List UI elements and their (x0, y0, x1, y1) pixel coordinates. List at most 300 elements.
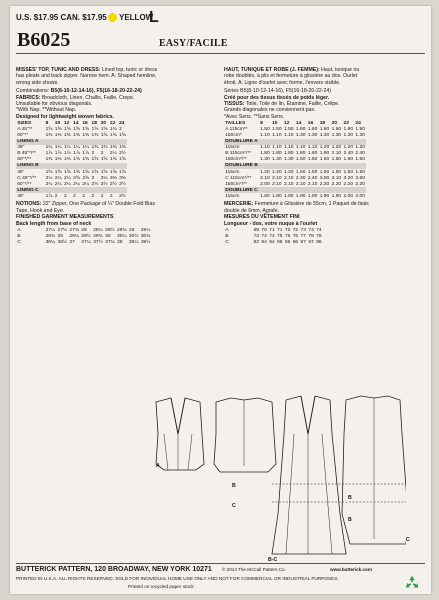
cell-value: 73 (253, 233, 260, 239)
cell-value: 1.20 (355, 145, 365, 151)
cell-value: 1⅜ (73, 132, 80, 138)
table-row (224, 193, 366, 199)
fr-mesures-label: MESURES DU VÊTEMENT FINI (224, 214, 300, 221)
cell-value: 1⅝ (100, 157, 108, 163)
cell-value: 1.30 (260, 157, 270, 163)
cell-value: 3.00 (319, 175, 330, 181)
size-header: 10 (272, 120, 278, 126)
cell-value: 1.50 (272, 126, 282, 132)
cell-value: 1⅜ (45, 157, 53, 163)
fr-tissus-label: TISSUS: (224, 101, 245, 108)
illus-label-c2: C (406, 537, 410, 543)
cell-value: 1.10 (260, 132, 270, 138)
cell-value: 1⅝ (119, 157, 126, 163)
cell-value: 1⅜ (119, 145, 126, 151)
en-fabrics: Broadcloth, Linen, Challis, Faille, Crepe. (41, 94, 135, 101)
size-header: 8 (45, 120, 49, 126)
footer-divider (16, 563, 425, 564)
cell-value: 96 (292, 239, 299, 245)
cell-value: 71 (277, 227, 283, 233)
cell-value: 71 (269, 227, 275, 233)
cell-value: 1.80 (260, 151, 270, 157)
cell-value: 1⅝ (45, 126, 53, 132)
price: U.S. $17.95 CAN. $17.95 (16, 13, 107, 22)
row-label: B 45"*/** (17, 151, 37, 157)
row-label: DOUBLURE B (225, 163, 258, 169)
cell-value: 1⅜ (109, 145, 117, 151)
cell-value: 1.20 (343, 145, 354, 151)
cell-value: 98 (316, 239, 322, 245)
cell-value: 74 (316, 227, 322, 233)
cell-value: 2½ (119, 151, 126, 157)
cell-value: 2.10 (260, 175, 270, 181)
fr-desc-3: étroit. A: Ligne d'ourlet avec forme, l'envers visible. (224, 79, 341, 86)
pattern-number: B6025 (17, 29, 71, 51)
cell-value: 2 (91, 151, 95, 157)
cell-value: 1⅝ (82, 169, 90, 175)
size-header: 16 (307, 120, 314, 126)
cell-value: 1⅝ (63, 169, 71, 175)
cell-value: 1.80 (272, 193, 282, 199)
cell-value: 1.50 (307, 157, 318, 163)
table-row (224, 151, 366, 157)
cell-value: 1.80 (343, 126, 354, 132)
cell-value: 73 (300, 227, 306, 233)
row-label: 115cm (225, 169, 240, 175)
row-label: B (17, 233, 21, 239)
cell-value: 72 (284, 227, 291, 233)
row-label: A 115cm** (225, 126, 248, 132)
english-column (16, 67, 220, 245)
fr-yardage-table (224, 120, 366, 199)
cell-value: 2½ (119, 181, 126, 187)
cell-value: 3.20 (343, 175, 354, 181)
cell-value: 2.10 (283, 181, 294, 187)
cell-value: 95 (277, 239, 283, 245)
cell-value: 2.00 (343, 193, 354, 199)
cell-value: 1⅞ (45, 193, 53, 199)
recycle-icon (403, 574, 421, 592)
footer-copyright: © 2014 The McCall Pattern Co. (222, 567, 286, 572)
en-finished-table (16, 227, 152, 245)
cell-value: 1.50 (283, 126, 294, 132)
cell-value: 2¼ (73, 181, 80, 187)
size-header: 16 (82, 120, 88, 126)
size-header: 12 (283, 120, 290, 126)
cell-value: 1⅜ (54, 157, 62, 163)
cell-value: 1⅝ (73, 169, 80, 175)
cell-value: 2.10 (272, 175, 282, 181)
cell-value: 3.60 (355, 175, 365, 181)
cell-value: 37¼ (81, 239, 91, 245)
fr-tissus-1: Toile, Toile de lin, Étamine, Faille, Crêpe. (245, 101, 340, 108)
table-row (16, 239, 152, 245)
cell-value: 1.10 (295, 145, 306, 151)
cell-value: 94 (261, 239, 267, 245)
cell-value: 1⅝ (45, 169, 53, 175)
cell-value: 2.40 (343, 151, 354, 157)
cell-value: 1.50 (307, 169, 318, 175)
cell-value: 2.40 (355, 151, 365, 157)
cell-value: 1.50 (355, 169, 365, 175)
cell-value: 1.50 (260, 126, 270, 132)
en-fabrics-label: FABRICS: (16, 94, 41, 101)
illus-label-b2: B (348, 495, 352, 501)
cell-value: 1.50 (331, 169, 342, 175)
sizes-label: TAILLES (225, 120, 246, 126)
cell-value: 1.10 (260, 145, 270, 151)
cell-value: 27½ (57, 227, 67, 233)
cell-value: 1⅝ (91, 169, 99, 175)
cell-value: 1.60 (307, 126, 318, 132)
fr-series: Séries B5(8-10-12-14-16), F5(16-18-20-22-24) (224, 88, 331, 95)
cell-value: 1.80 (295, 151, 306, 157)
cell-value: 74 (261, 233, 267, 239)
en-nap: *With Nap. **Without Nap. (16, 107, 77, 114)
cell-value: 2½ (100, 181, 108, 187)
row-label: 115cm (225, 145, 240, 151)
sizes-label: SIZES (17, 120, 32, 126)
cell-value: 1⅜ (100, 145, 108, 151)
cell-value: 1.90 (331, 193, 342, 199)
cell-value: 1⅝ (109, 157, 117, 163)
en-combinations-label: Combinations: (16, 88, 50, 95)
size-letter: L (149, 9, 159, 26)
en-back-length-label: Back length from base of neck (16, 220, 92, 227)
illus-label-b: B (232, 483, 236, 489)
cell-value: 28¾ (117, 227, 127, 233)
size-header: 14 (295, 120, 302, 126)
cell-value: 36½ (57, 239, 67, 245)
cell-value: 78 (316, 233, 322, 239)
garment-line-drawings (136, 394, 406, 564)
en-desc-1: Lined top, tunic or dress (101, 67, 158, 73)
table-row (224, 175, 366, 181)
cell-value: 2½ (109, 181, 117, 187)
cell-value: 1⅜ (91, 132, 99, 138)
size-header: 14 (73, 120, 79, 126)
cell-value: 37¾ (105, 239, 115, 245)
cell-value: 29¾ (93, 233, 103, 239)
size-header: 18 (91, 120, 97, 126)
cell-value: 1.50 (355, 157, 365, 163)
fr-nap: *Avec Sens. **Sans Sens. (224, 113, 285, 120)
cell-value: 74 (269, 233, 275, 239)
cell-value: 1.10 (307, 145, 318, 151)
footer-printed: PRINTED IN U.S.A. ALL RIGHTS RESERVED. SOLD FOR INDIVIDUAL HOME USE ONLY AND NOT FOR COMMERCIAL OR INDUSTRIAL PURPOSES. (16, 576, 339, 581)
cell-value: 3⅜ (119, 175, 126, 181)
cell-value: 74 (308, 227, 314, 233)
cell-value: 69 (253, 227, 260, 233)
cell-value: 94 (269, 239, 275, 245)
cell-value: 1⅝ (73, 157, 80, 163)
cell-value: 2 (63, 193, 67, 199)
row-label: C 115cm*/** (225, 175, 252, 181)
cell-value: 3.10 (331, 175, 342, 181)
cell-value: 1.30 (343, 132, 354, 138)
cell-value: 36¼ (45, 239, 56, 245)
cell-value: 38½ (140, 239, 151, 245)
cell-value: 29 (128, 227, 135, 233)
cell-value: 28¾ (45, 233, 56, 239)
cell-value: 2½ (119, 193, 126, 199)
cell-value: 27¾ (69, 227, 79, 233)
cell-value: 30½ (128, 233, 139, 239)
cell-value: 2.20 (343, 181, 354, 187)
table-row (16, 193, 127, 199)
footer-recycled: Printed on recycled paper stock (128, 584, 194, 589)
cell-value: 1.20 (283, 169, 294, 175)
cell-value: 1.30 (355, 132, 365, 138)
cell-value: 27¼ (45, 227, 56, 233)
cell-value: 1.20 (331, 145, 342, 151)
fr-cree: Créé pour des tissus tissés de poids léger. (224, 94, 330, 101)
cell-value: 1⅝ (63, 126, 71, 132)
cell-value: 1⅜ (91, 145, 99, 151)
cell-value: 2¼ (82, 181, 90, 187)
cell-value: 75 (277, 233, 283, 239)
fr-desc-2: robe doublés, à plis et fermeture à glissière au dos. Ourlet (224, 73, 358, 80)
cell-value: 1.50 (295, 169, 306, 175)
cell-value: 37½ (93, 239, 103, 245)
cell-value: 1.60 (319, 126, 330, 132)
ease-label: EASY/FACILE (159, 38, 228, 49)
cell-value: 2.30 (295, 175, 306, 181)
size-header: 20 (100, 120, 107, 126)
cell-value: 3 (91, 175, 95, 181)
table-row (224, 157, 366, 163)
cell-value: 76 (284, 233, 291, 239)
cell-value: 28½ (105, 227, 115, 233)
cell-value: 1¼ (63, 145, 71, 151)
cell-value: 1.50 (319, 169, 330, 175)
row-label: 45" (17, 169, 25, 175)
cell-value: 1⅞ (54, 151, 62, 157)
size-header: 24 (119, 120, 125, 126)
cell-value: 1⅝ (82, 157, 90, 163)
row-label: C 45"*/** (17, 175, 37, 181)
cell-value: 2¼ (54, 181, 62, 187)
cell-value: 1.10 (272, 132, 282, 138)
fr-title: HAUT, TUNIQUE ET ROBE (J. FEMME): (224, 67, 320, 73)
size-header: 22 (109, 120, 116, 126)
cell-value: 2⅝ (82, 175, 90, 181)
row-label: 60"*/** (17, 157, 32, 163)
row-label: 150cm* (225, 132, 242, 138)
en-notions-label: NOTIONS: (16, 201, 42, 208)
cell-value: 1.50 (343, 169, 354, 175)
row-label: DOUBLURE C (225, 187, 258, 193)
illus-label-bc: B-C (268, 557, 278, 563)
fr-mercerie-label: MERCERIE: (224, 201, 254, 208)
cell-value: 2⅝ (73, 175, 80, 181)
cell-value: 2 (91, 193, 95, 199)
cell-value: 93 (253, 239, 260, 245)
en-desc-2: has pleats and back zipper. Narrow hem. A: Shaped hemline, (16, 73, 157, 80)
fr-finished-table (224, 227, 323, 245)
fr-desc-1: Haut, tunique ou (321, 67, 360, 73)
cell-value: 29¼ (140, 227, 151, 233)
size-header: 20 (331, 120, 338, 126)
cell-value: 2 (109, 193, 113, 199)
cell-value: 1.80 (307, 151, 318, 157)
row-label: 45" (17, 193, 25, 199)
cell-value: 2.10 (307, 181, 318, 187)
size-header: 22 (343, 120, 349, 126)
cell-value: 1.10 (272, 145, 282, 151)
size-header: 10 (54, 120, 61, 126)
cell-value: 2.10 (295, 181, 306, 187)
cell-value: 2¼ (54, 175, 62, 181)
row-label: A (17, 227, 21, 233)
cell-value: 29¼ (69, 233, 79, 239)
cell-value: 1⅝ (100, 169, 108, 175)
size-header: 8 (260, 120, 263, 126)
cell-value: 1⅜ (63, 157, 71, 163)
color-label: YELLOW (119, 13, 154, 22)
footer-website: www.butterick.com (330, 567, 372, 572)
row-label: 45" (17, 145, 25, 151)
cell-value: 97 (308, 239, 314, 245)
cell-value: 1¼ (73, 145, 80, 151)
cell-value: 2 (54, 193, 58, 199)
cell-value: 3⅜ (109, 175, 117, 181)
table-row (224, 181, 366, 187)
cell-value: 1.90 (307, 193, 318, 199)
french-column (224, 67, 428, 245)
cell-value: 2¼ (63, 175, 71, 181)
cell-value: 1.10 (283, 145, 294, 151)
cell-value: 1.30 (331, 132, 342, 138)
pattern-envelope-back (10, 6, 431, 594)
cell-value: 1⅜ (82, 132, 90, 138)
row-label: LINING A (17, 139, 39, 145)
cell-value: 2¼ (45, 181, 53, 187)
cell-value: 2.10 (272, 181, 282, 187)
cell-value: 1⅞ (73, 151, 80, 157)
cell-value: 1.50 (343, 157, 354, 163)
row-label: DOUBLURE A (225, 139, 258, 145)
cell-value: 29 (57, 233, 63, 239)
cell-value: 1.30 (307, 132, 318, 138)
cell-value: 1⅝ (54, 126, 62, 132)
cell-value: 30¾ (140, 233, 151, 239)
cell-value: 1⅝ (109, 169, 117, 175)
top-front-drawing (156, 398, 204, 470)
row-label: C (17, 239, 21, 245)
size-header: 18 (319, 120, 326, 126)
cell-value: 1¼ (82, 145, 90, 151)
en-finished-label: FINISHED GARMENT MEASUREMENTS (16, 214, 114, 221)
table-row (224, 126, 366, 132)
row-label: 115cm (225, 193, 240, 199)
dress-front-drawing (272, 396, 346, 554)
cell-value: 1⅝ (119, 132, 126, 138)
cell-value: 1⅝ (109, 132, 117, 138)
en-title: MISSES' TOP, TUNIC AND DRESS: (16, 67, 101, 73)
fr-mercerie-2: double de 6mm, Agrafe. (224, 207, 280, 214)
cell-value: 2 (119, 126, 122, 132)
table-row (224, 239, 323, 245)
cell-value: 2 (100, 193, 104, 199)
cell-value: 95 (284, 239, 291, 245)
cell-value: 1⅜ (63, 132, 71, 138)
cell-value: 30¼ (117, 233, 127, 239)
size-header: 12 (63, 120, 70, 126)
cell-value: 2.20 (355, 181, 365, 187)
cell-value: 1.90 (295, 193, 306, 199)
cell-value: 2¼ (109, 151, 117, 157)
cell-value: 1.90 (319, 151, 330, 157)
cell-value: 1.30 (272, 157, 282, 163)
cell-value: 2¼ (63, 181, 71, 187)
cell-value: 2.20 (319, 181, 330, 187)
cell-value: 1.80 (272, 151, 282, 157)
cell-value: 1⅝ (82, 126, 90, 132)
cell-value: 2 (82, 193, 86, 199)
en-notions-2: Tape, Hook and Eye. (16, 207, 65, 214)
cell-value: 1.50 (331, 157, 342, 163)
row-label: C (225, 239, 229, 245)
illus-label-c: C (232, 503, 236, 509)
cell-value: 38¼ (128, 239, 139, 245)
cell-value: 1.80 (283, 193, 294, 199)
cell-value: 1.20 (260, 169, 270, 175)
cell-value: 2 (73, 193, 76, 199)
row-label: 60"*/** (17, 181, 32, 187)
divider (16, 53, 425, 54)
row-label: LINING B (17, 163, 39, 169)
cell-value: 37 (69, 239, 75, 245)
cell-value: 1.30 (295, 132, 306, 138)
row-label: B 115cm*/** (225, 151, 252, 157)
cell-value: 1⅝ (100, 126, 108, 132)
cell-value: 1.80 (283, 151, 294, 157)
cell-value: 2 (100, 151, 104, 157)
cell-value: 1.20 (319, 145, 330, 151)
cell-value: 3¼ (100, 175, 108, 181)
color-dot-icon (108, 13, 117, 22)
cell-value: 1.30 (319, 132, 330, 138)
cell-value: 1⅝ (73, 126, 80, 132)
cell-value: 1.20 (272, 169, 282, 175)
cell-value: 1⅞ (63, 151, 71, 157)
cell-value: 76 (292, 233, 299, 239)
cell-value: 1⅜ (54, 132, 62, 138)
cell-value: 1⅝ (91, 126, 99, 132)
cell-value: 2.00 (260, 181, 270, 187)
cell-value: 2.10 (331, 151, 342, 157)
cell-value: 1.50 (295, 157, 306, 163)
cell-value: 1.90 (319, 193, 330, 199)
cell-value: 1¾ (109, 126, 117, 132)
row-label: A (225, 227, 229, 233)
fr-mercerie-1: Fermeture à Glissière de 55cm, 1 Paquet de biais (254, 201, 369, 208)
cell-value: 2.40 (307, 175, 318, 181)
cell-value: 29½ (81, 233, 91, 239)
cell-value: 1.60 (331, 126, 342, 132)
cell-value: 28 (81, 227, 87, 233)
cell-value: 38 (117, 239, 123, 245)
en-notions-1: 22" Zipper, One Package of ¼" Double Fold Bias (42, 201, 155, 208)
row-label: B (225, 233, 229, 239)
illus-label-b3: B (348, 517, 352, 523)
en-unsuitable: Unsuitable for obvious diagonals. (16, 101, 93, 108)
cell-value: 1.10 (283, 132, 294, 138)
cell-value: 2.20 (331, 181, 342, 187)
cell-value: 70 (261, 227, 267, 233)
cell-value: 77 (300, 233, 306, 239)
